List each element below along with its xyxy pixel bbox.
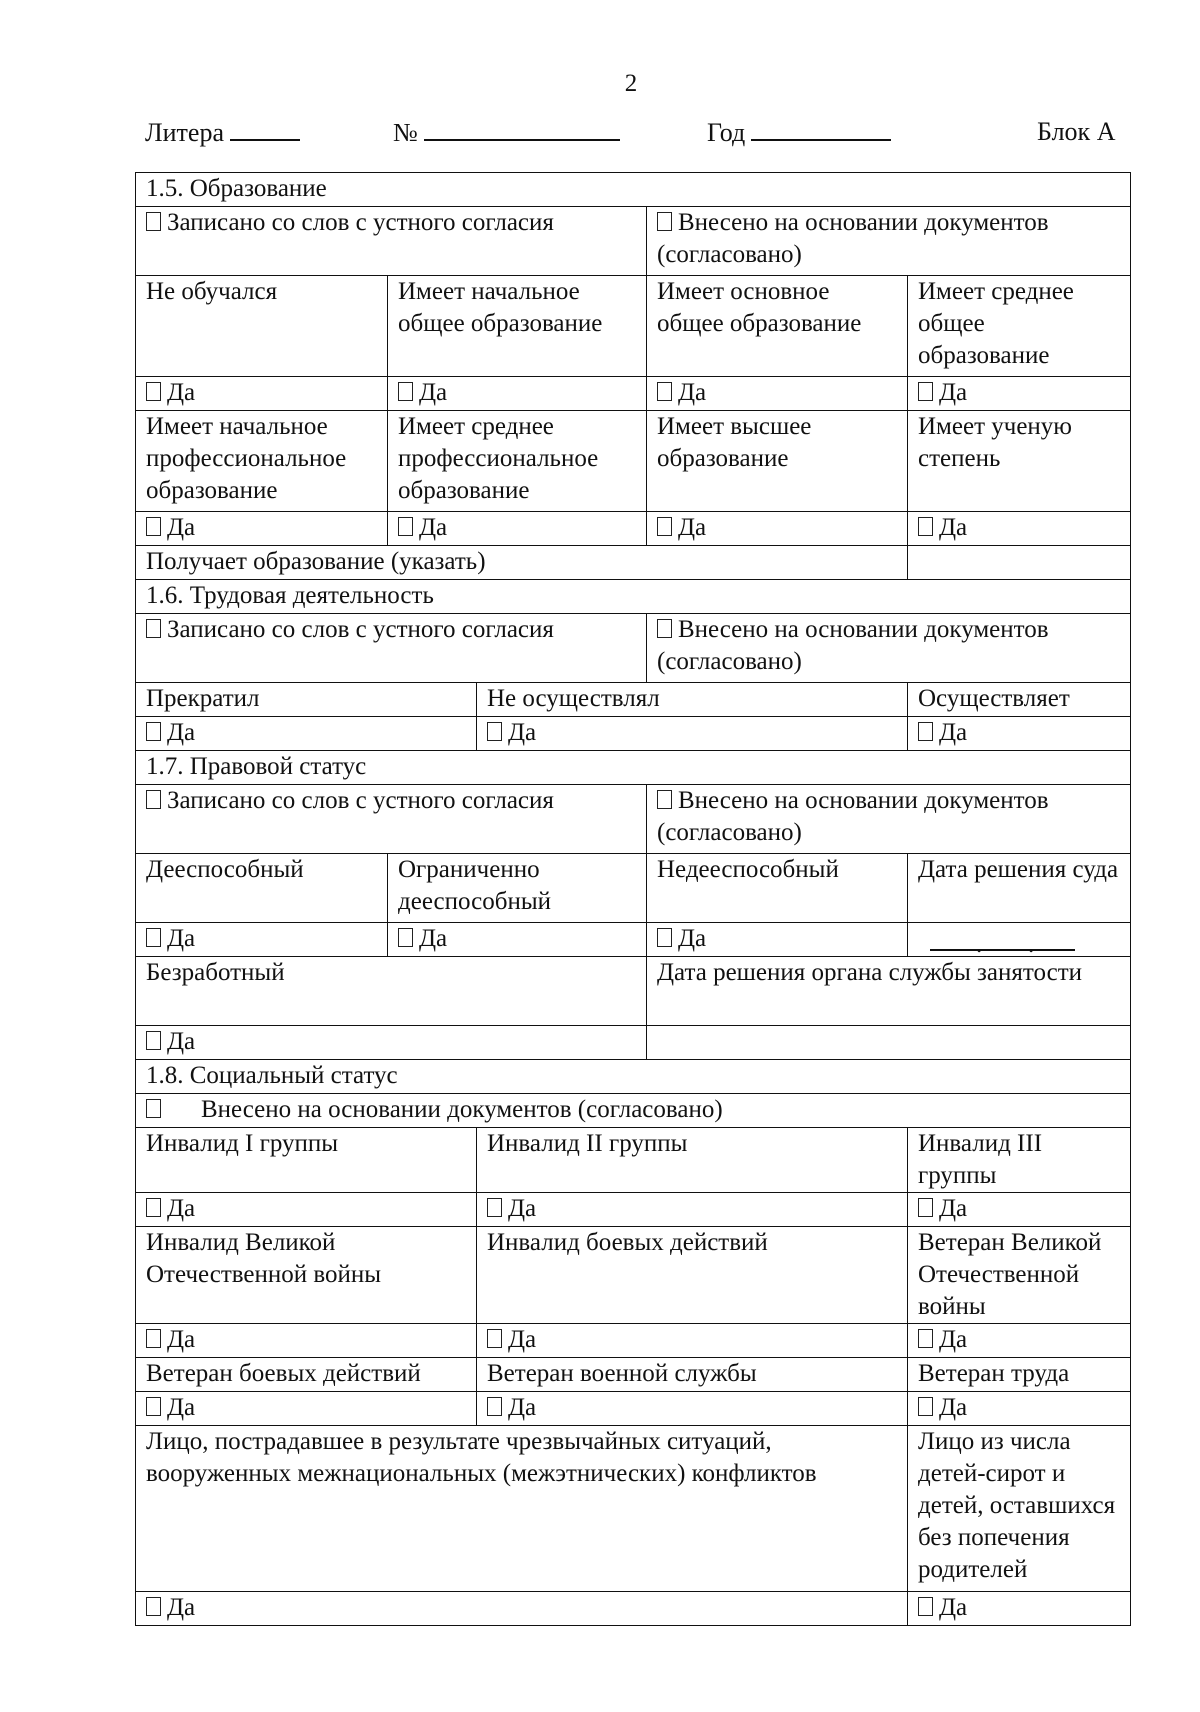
checkbox[interactable] bbox=[398, 382, 413, 401]
education-consent-docs[interactable] bbox=[647, 207, 1131, 276]
checkbox[interactable] bbox=[146, 1397, 161, 1416]
option-label: Инвалид II группы bbox=[477, 1128, 908, 1193]
date-blank bbox=[918, 923, 1120, 957]
checkbox[interactable] bbox=[146, 790, 161, 809]
yes-checkbox[interactable] bbox=[477, 1193, 908, 1227]
yes-checkbox[interactable] bbox=[908, 1193, 1131, 1227]
yes-label: Да bbox=[167, 1028, 196, 1055]
yes-label: Да bbox=[419, 379, 448, 406]
employment-date-input[interactable] bbox=[647, 1026, 1131, 1060]
yes-label: Да bbox=[167, 1594, 196, 1621]
option-label: Имеет начальное общее образование bbox=[388, 276, 647, 377]
checkbox[interactable] bbox=[918, 722, 933, 741]
checkbox[interactable] bbox=[146, 928, 161, 947]
yes-label: Да bbox=[678, 925, 707, 952]
yes-label: Да bbox=[678, 379, 707, 406]
checkbox[interactable] bbox=[657, 619, 672, 638]
checkbox[interactable] bbox=[918, 1597, 933, 1616]
checkbox[interactable] bbox=[487, 1397, 502, 1416]
option-label: Недееспособный bbox=[647, 854, 908, 923]
receiving-education-input[interactable] bbox=[908, 546, 1131, 580]
status-form-table bbox=[135, 172, 1131, 1626]
litera-input[interactable] bbox=[230, 117, 300, 141]
yes-label: Да bbox=[508, 1195, 537, 1222]
yes-checkbox[interactable] bbox=[388, 512, 647, 546]
checkbox[interactable] bbox=[657, 382, 672, 401]
checkbox[interactable] bbox=[146, 212, 161, 231]
yes-label: Да bbox=[419, 925, 448, 952]
checkbox[interactable] bbox=[398, 928, 413, 947]
checkbox[interactable] bbox=[657, 212, 672, 231]
labor-consent-oral[interactable] bbox=[136, 614, 647, 683]
option-label: Не осуществлял bbox=[477, 683, 908, 717]
checkbox[interactable] bbox=[146, 1329, 161, 1348]
yes-label: Да bbox=[419, 514, 448, 541]
checkbox[interactable] bbox=[657, 517, 672, 536]
legal-consent-docs[interactable] bbox=[647, 785, 1131, 854]
option-label: Имеет ученую степень bbox=[908, 411, 1131, 512]
yes-checkbox[interactable] bbox=[136, 1026, 647, 1060]
yes-checkbox[interactable] bbox=[908, 1392, 1131, 1426]
yes-label: Да bbox=[167, 379, 196, 406]
date-underline bbox=[930, 949, 1075, 951]
option-label: Лицо из числа детей-сирот и детей, оставшихся без попечения родителей bbox=[908, 1426, 1131, 1592]
yes-checkbox[interactable] bbox=[908, 1592, 1131, 1626]
checkbox[interactable] bbox=[918, 517, 933, 536]
number-label: № bbox=[393, 118, 418, 147]
form-header bbox=[0, 117, 1200, 153]
checkbox[interactable] bbox=[487, 722, 502, 741]
yes-label: Да bbox=[939, 719, 968, 746]
option-label: Лицо, пострадавшее в результате чрезвычайных ситуаций, вооруженных межнациональных (межэтнических) конфликтов bbox=[136, 1426, 908, 1592]
option-label: Имеет начальное профессиональное образование bbox=[136, 411, 388, 512]
yes-label: Да bbox=[508, 1394, 537, 1421]
option-label: Дата решения суда bbox=[908, 854, 1131, 923]
option-label: Имеет среднее профессиональное образование bbox=[388, 411, 647, 512]
yes-checkbox[interactable] bbox=[136, 1324, 477, 1358]
section-title-social: 1.8. Социальный статус bbox=[136, 1060, 1131, 1094]
checkbox[interactable] bbox=[918, 1329, 933, 1348]
checkbox[interactable] bbox=[146, 382, 161, 401]
yes-label: Да bbox=[167, 719, 196, 746]
yes-checkbox[interactable] bbox=[136, 1592, 908, 1626]
checkbox[interactable] bbox=[487, 1329, 502, 1348]
checkbox[interactable] bbox=[146, 1031, 161, 1050]
number-input[interactable] bbox=[424, 117, 620, 141]
option-label: Ограниченно дееспособный bbox=[388, 854, 647, 923]
year-field bbox=[707, 117, 891, 148]
option-label: Ветеран Великой Отечественной войны bbox=[908, 1227, 1131, 1324]
yes-checkbox[interactable] bbox=[908, 1324, 1131, 1358]
consent-docs-label: Внесено на основании документов (согласовано) bbox=[201, 1096, 723, 1123]
option-label: Имеет высшее образование bbox=[647, 411, 908, 512]
consent-docs-label: Внесено на основании документов (согласовано) bbox=[657, 616, 1049, 675]
option-label: Дата решения органа службы занятости bbox=[647, 957, 1131, 1026]
yes-label: Да bbox=[508, 1326, 537, 1353]
yes-checkbox[interactable] bbox=[136, 512, 388, 546]
yes-checkbox[interactable] bbox=[136, 377, 388, 411]
yes-checkbox[interactable] bbox=[908, 717, 1131, 751]
yes-checkbox[interactable] bbox=[647, 512, 908, 546]
checkbox[interactable] bbox=[487, 1198, 502, 1217]
section-title-education: 1.5. Образование bbox=[136, 173, 1131, 207]
option-label: Прекратил bbox=[136, 683, 477, 717]
yes-checkbox[interactable] bbox=[388, 377, 647, 411]
checkbox[interactable] bbox=[918, 382, 933, 401]
option-label: Ветеран труда bbox=[908, 1358, 1131, 1392]
option-label: Ветеран боевых действий bbox=[136, 1358, 477, 1392]
date-separator: . bbox=[976, 931, 983, 957]
option-label: Осуществляет bbox=[908, 683, 1131, 717]
checkbox[interactable] bbox=[918, 1198, 933, 1217]
yes-checkbox[interactable] bbox=[136, 1392, 477, 1426]
legal-consent-oral[interactable] bbox=[136, 785, 647, 854]
checkbox[interactable] bbox=[146, 722, 161, 741]
yes-checkbox[interactable] bbox=[477, 717, 908, 751]
option-label: Инвалид III группы bbox=[908, 1128, 1131, 1193]
yes-label: Да bbox=[939, 1594, 968, 1621]
checkbox[interactable] bbox=[657, 928, 672, 947]
yes-checkbox[interactable] bbox=[477, 1324, 908, 1358]
yes-checkbox[interactable] bbox=[647, 923, 908, 957]
number-field bbox=[393, 117, 620, 148]
checkbox[interactable] bbox=[918, 1397, 933, 1416]
option-label: Инвалид I группы bbox=[136, 1128, 477, 1193]
litera-label: Литера bbox=[145, 118, 224, 147]
checkbox[interactable] bbox=[657, 790, 672, 809]
consent-oral-label: Записано со слов с устного согласия bbox=[167, 616, 554, 643]
litera-field bbox=[145, 117, 300, 148]
education-consent-oral[interactable] bbox=[136, 207, 647, 276]
consent-oral-label: Записано со слов с устного согласия bbox=[167, 787, 554, 814]
yes-checkbox[interactable] bbox=[908, 377, 1131, 411]
checkbox[interactable] bbox=[398, 517, 413, 536]
yes-label: Да bbox=[167, 1195, 196, 1222]
yes-label: Да bbox=[167, 514, 196, 541]
consent-docs-label: Внесено на основании документов (согласовано) bbox=[657, 209, 1049, 268]
yes-label: Да bbox=[939, 1394, 968, 1421]
yes-label: Да bbox=[167, 925, 196, 952]
page-number: 2 bbox=[624, 70, 638, 97]
consent-docs-label: Внесено на основании документов (согласовано) bbox=[657, 787, 1049, 846]
yes-label: Да bbox=[939, 379, 968, 406]
yes-label: Да bbox=[167, 1394, 196, 1421]
option-label: Инвалид Великой Отечественной войны bbox=[136, 1227, 477, 1324]
checkbox[interactable] bbox=[146, 517, 161, 536]
yes-label: Да bbox=[167, 1326, 196, 1353]
consent-oral-label: Записано со слов с устного согласия bbox=[167, 209, 554, 236]
option-label: Инвалид боевых действий bbox=[477, 1227, 908, 1324]
yes-checkbox[interactable] bbox=[647, 377, 908, 411]
yes-label: Да bbox=[939, 1326, 968, 1353]
year-input[interactable] bbox=[751, 117, 891, 141]
checkbox[interactable] bbox=[146, 1198, 161, 1217]
yes-checkbox[interactable] bbox=[477, 1392, 908, 1426]
option-label: Дееспособный bbox=[136, 854, 388, 923]
social-consent-docs[interactable] bbox=[136, 1094, 1131, 1128]
yes-checkbox[interactable] bbox=[136, 1193, 477, 1227]
option-label: Ветеран военной службы bbox=[477, 1358, 908, 1392]
date-separator: . bbox=[1028, 931, 1035, 957]
receiving-education-label: Получает образование (указать) bbox=[136, 546, 908, 580]
labor-consent-docs[interactable] bbox=[647, 614, 1131, 683]
checkbox[interactable] bbox=[146, 619, 161, 638]
option-label: Безработный bbox=[136, 957, 647, 1026]
yes-checkbox[interactable] bbox=[136, 717, 477, 751]
option-label: Не обучался bbox=[136, 276, 388, 377]
checkbox[interactable] bbox=[146, 1099, 161, 1118]
section-title-labor: 1.6. Трудовая деятельность bbox=[136, 580, 1131, 614]
section-title-legal: 1.7. Правовой статус bbox=[136, 751, 1131, 785]
yes-label: Да bbox=[508, 719, 537, 746]
court-date-input[interactable] bbox=[908, 923, 1131, 957]
checkbox[interactable] bbox=[146, 1597, 161, 1616]
yes-checkbox[interactable] bbox=[388, 923, 647, 957]
yes-label: Да bbox=[939, 514, 968, 541]
yes-checkbox[interactable] bbox=[908, 512, 1131, 546]
yes-checkbox[interactable] bbox=[136, 923, 388, 957]
option-label: Имеет основное общее образование bbox=[647, 276, 908, 377]
yes-label: Да bbox=[678, 514, 707, 541]
year-label: Год bbox=[707, 118, 746, 147]
yes-label: Да bbox=[939, 1195, 968, 1222]
option-label: Имеет среднее общее образование bbox=[908, 276, 1131, 377]
block-label: Блок А bbox=[1037, 117, 1116, 146]
